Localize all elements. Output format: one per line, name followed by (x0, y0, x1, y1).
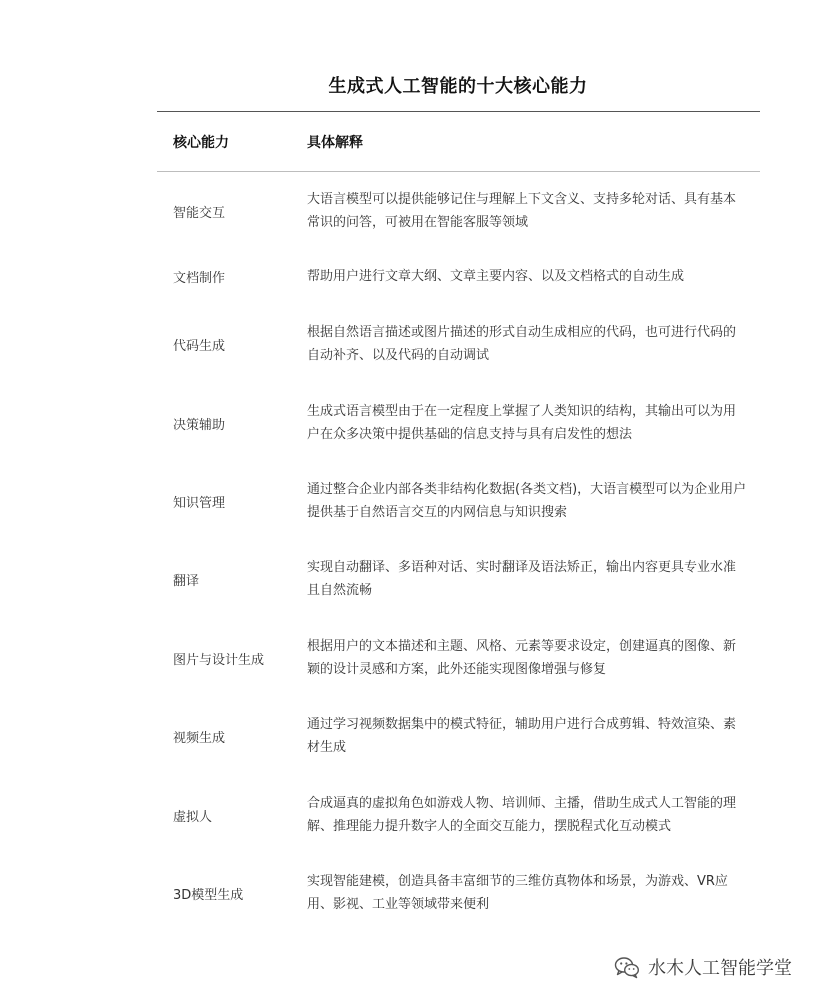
row-description: 帮助用户进行文章大纲、文章主要内容、以及文档格式的自动生成 (307, 269, 685, 284)
header-description: 具体解释 (307, 135, 363, 151)
page-title: 生成式人工智能的十大核心能力 (328, 76, 588, 97)
row-description: 通过学习视频数据集中的模式特征，辅助用户进行合成剪辑、特效渲染、素材生成 (307, 717, 737, 755)
wechat-icon (614, 955, 640, 979)
header-rule (157, 171, 760, 172)
row-description: 通过整合企业内部各类非结构化数据(各类文档)，大语言模型可以为企业用户提供基于自然语言交互的内网信息与知识搜索 (307, 482, 747, 520)
row-description: 合成逼真的虚拟角色如游戏人物、培训师、主播，借助生成式人工智能的理解、推理能力提升数字人的全面交互能力，摆脱程式化互动模式 (307, 796, 737, 834)
row-description: 大语言模型可以提供能够记住与理解上下文含义、支持多轮对话、具有基本常识的问答，可被用在智能客服等领域 (307, 192, 737, 230)
header-capability: 核心能力 (173, 135, 229, 151)
row-capability: 智能交互 (173, 206, 226, 221)
row-capability: 虚拟人 (173, 810, 213, 825)
row-capability: 图片与设计生成 (173, 653, 265, 668)
row-capability: 3D模型生成 (173, 888, 244, 903)
row-capability: 文档制作 (173, 271, 226, 286)
row-capability: 视频生成 (173, 731, 226, 746)
table-header (157, 128, 760, 156)
row-capability: 翻译 (173, 574, 200, 589)
row-description: 生成式语言模型由于在一定程度上掌握了人类知识的结构，其输出可以为用户在众多决策中提供基础的信息支持与具有启发性的想法 (307, 404, 737, 442)
row-capability: 决策辅助 (173, 418, 226, 433)
source-watermark (614, 954, 792, 980)
row-description: 根据自然语言描述或图片描述的形式自动生成相应的代码，也可进行代码的自动补齐、以及代码的自动调试 (307, 325, 737, 363)
row-description: 根据用户的文本描述和主题、风格、元素等要求设定，创建逼真的图像、新颖的设计灵感和方案，此外还能实现图像增强与修复 (307, 639, 737, 677)
source-name: 水木人工智能学堂 (648, 958, 792, 979)
top-rule (157, 111, 760, 112)
row-capability: 代码生成 (173, 339, 226, 354)
row-description: 实现自动翻译、多语种对话、实时翻译及语法矫正，输出内容更具专业水准且自然流畅 (307, 560, 737, 598)
row-description: 实现智能建模，创造具备丰富细节的三维仿真物体和场景，为游戏、VR应用、影视、工业等领域带来便利 (307, 874, 728, 912)
row-capability: 知识管理 (173, 496, 226, 511)
